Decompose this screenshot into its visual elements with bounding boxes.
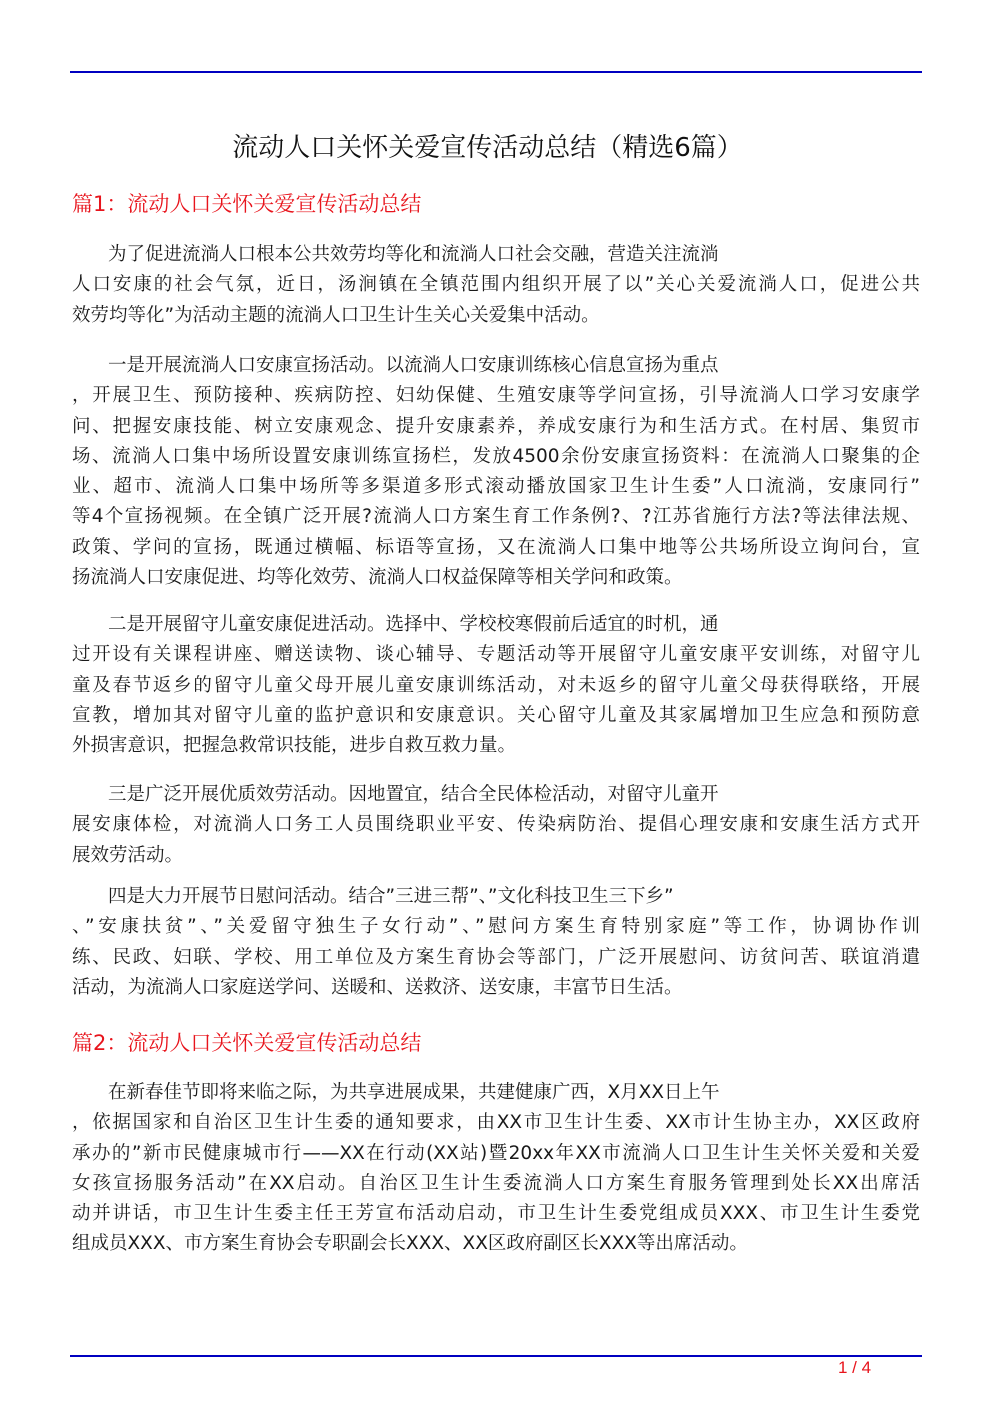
paragraph-line: 二是开展留守儿童安康促进活动。选择中、学校校寒假前后适宜的时机，通 (108, 614, 719, 635)
paragraph (72, 882, 920, 1003)
paragraph-line: 一是开展流淌人口安康宣扬活动。以流淌人口安康训练核心信息宣扬为重点 (108, 355, 719, 376)
paragraph-line: 展安康体检，对流淌人口务工人员围绕职业平安、传染病防治、提倡心理安康和安康生活方式开 (72, 814, 920, 836)
paragraph-line: 组成员XXX、市方案生育协会专职副会长XXX、XX区政府副区长XXX等出席活动。 (72, 1233, 748, 1255)
paragraph-line: 童及春节返乡的留守儿童父母开展儿童安康训练活动，对未返乡的留守儿童父母获得联络，开展 (72, 674, 920, 696)
section-heading: 篇2：流动人口关怀关爱宣传活动总结 (72, 1031, 422, 1055)
paragraph (72, 1078, 920, 1260)
paragraph-line: ，开展卫生、预防接种、疾病防控、妇幼保健、生殖安康等学问宣扬，引导流淌人口学习安康学 (72, 385, 920, 407)
paragraph-line: 宣教，增加其对留守儿童的监护意识和安康意识。关心留守儿童及其家属增加卫生应急和预防意 (72, 704, 920, 726)
footer-rule (70, 1355, 922, 1357)
paragraph-line: 练、民政、妇联、学校、用工单位及方案生育协会等部门，广泛开展慰问、访贫问苦、联谊消遣 (72, 946, 920, 968)
document-title: 流动人口关怀关爱宣传活动总结（精选6篇） (232, 133, 743, 163)
paragraph (72, 610, 920, 761)
paragraph-line: 展效劳活动。 (72, 844, 184, 866)
page-indicator: 1 / 4 (838, 1358, 872, 1377)
section-heading: 篇1：流动人口关怀关爱宣传活动总结 (72, 192, 422, 216)
paragraph-line: 等4个宣扬视频。在全镇广泛开展?流淌人口方案生育工作条例?、?江苏省施行方法?等法律法规、 (72, 506, 920, 528)
paragraph-line: 业、超市、流淌人口集中场所等多渠道多形式滚动播放国家卫生计生委”人口流淌，安康同行” (72, 476, 920, 498)
paragraph (72, 351, 920, 593)
paragraph-line: 效劳均等化”为活动主题的流淌人口卫生计生关心关爱集中活动。 (72, 304, 600, 326)
paragraph-line: 过开设有关课程讲座、赠送读物、谈心辅导、专题活动等开展留守儿童安康平安训练，对留守儿 (72, 644, 920, 666)
paragraph-line: ，依据国家和自治区卫生计生委的通知要求，由XX市卫生计生委、XX市计生协主办，XX区政府 (72, 1112, 920, 1134)
paragraph-line: 在新春佳节即将来临之际，为共享进展成果，共建健康广西，X月XX日上午 (108, 1082, 720, 1103)
paragraph-line: 政策、学问的宣扬，既通过横幅、标语等宣扬，又在流淌人口集中地等公共场所设立询问台，宣 (72, 536, 920, 558)
paragraph (72, 240, 920, 331)
paragraph-line: 四是大力开展节日慰问活动。结合”三进三帮”、”文化科技卫生三下乡” (108, 886, 674, 907)
paragraph-line: 扬流淌人口安康促进、均等化效劳、流淌人口权益保障等相关学问和政策。 (72, 567, 683, 589)
paragraph (72, 780, 920, 871)
paragraph-line: 问、把握安康技能、树立安康观念、提升安康素养，养成安康行为和生活方式。在村居、集贸市 (72, 415, 920, 437)
paragraph-line: 场、流淌人口集中场所设置安康训练宣扬栏，发放4500余份安康宣扬资料：在流淌人口聚集的企 (72, 445, 920, 467)
paragraph-line: 、”安康扶贫”、”关爱留守独生子女行动”、”慰问方案生育特别家庭”等工作，协调协作训 (72, 916, 920, 938)
paragraph-line: 为了促进流淌人口根本公共效劳均等化和流淌人口社会交融，营造关注流淌 (108, 244, 719, 265)
paragraph-line: 人口安康的社会气氛，近日，汤涧镇在全镇范围内组织开展了以”关心关爱流淌人口，促进公共 (72, 274, 920, 296)
paragraph-line: 女孩宣扬服务活动”在XX启动。自治区卫生计生委流淌人口方案生育服务管理到处长XX出席活 (72, 1172, 920, 1194)
paragraph-line: 三是广泛开展优质效劳活动。因地置宜，结合全民体检活动，对留守儿童开 (108, 784, 719, 805)
paragraph-line: 承办的”新市民健康城市行——XX在行动(XX站)暨20xx年XX市流淌人口卫生计生关怀关爱和关爱 (72, 1142, 920, 1164)
paragraph-line: 动并讲话，市卫生计生委主任王芳宣布活动启动，市卫生计生委党组成员XXX、市卫生计生委党 (72, 1203, 920, 1225)
paragraph-line: 活动，为流淌人口家庭送学问、送暖和、送救济、送安康，丰富节日生活。 (72, 976, 683, 998)
header-rule (70, 71, 922, 73)
paragraph-line: 外损害意识，把握急救常识技能，进步自救互救力量。 (72, 735, 517, 757)
